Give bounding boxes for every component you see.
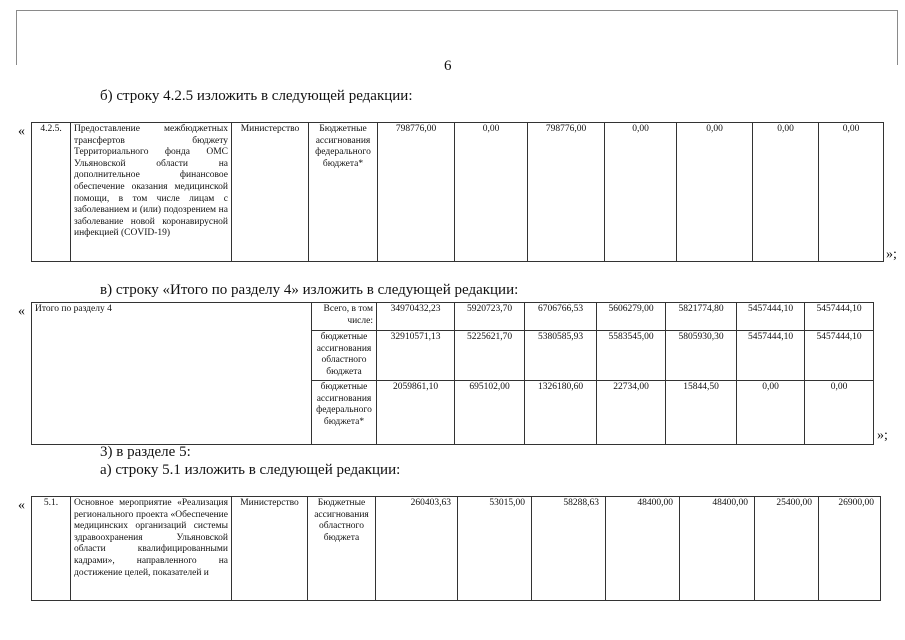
value-cell: 5920723,70 [455, 303, 525, 331]
quote-open: « [18, 498, 25, 513]
value-cell: 0,00 [455, 123, 528, 262]
quote-open: « [18, 124, 25, 139]
value-cell: 5457444,10 [805, 331, 874, 381]
row-label: бюджетные ассигнования федерального бюджета* [312, 381, 377, 445]
row-funding-source: Бюджетные ассигнования федерального бюджета* [309, 123, 378, 262]
value-cell: 53015,00 [458, 497, 532, 601]
value-cell: 22734,00 [597, 381, 666, 445]
value-cell: 5380585,93 [525, 331, 597, 381]
value-cell: 34970432,23 [377, 303, 455, 331]
value-cell: 32910571,13 [377, 331, 455, 381]
page-frame [16, 10, 898, 65]
value-cell: 2059861,10 [377, 381, 455, 445]
row-number: 5.1. [32, 497, 71, 601]
quote-open: « [18, 304, 25, 319]
value-cell: 1326180,60 [525, 381, 597, 445]
value-cell: 5225621,70 [455, 331, 525, 381]
row-4-2-5-table [31, 122, 884, 262]
row-description: Предоставление межбюджетных трансфертов бюджету Территориального фонда ОМС Ульяновской области на дополнительное финансовое обеспечение оказания медицинской помощи, в том числе лицам с заболеванием и (или) подозрением на заболевание новой коронавирусной инфекцией (COVID-19) [71, 123, 232, 262]
total-section-4-table [31, 302, 874, 445]
row-label: Всего, в том числе: [312, 303, 377, 331]
row-executor: Министерство [232, 123, 309, 262]
row-description: Основное мероприятие «Реализация регионального проекта «Обеспечение медицинских организаций системы здравоохранения Ульяновской области квалифицированными кадрами», направленного на достижение целей, показателей и [71, 497, 232, 601]
value-cell: 0,00 [819, 123, 884, 262]
quote-close: »; [877, 428, 888, 443]
value-cell: 5821774,80 [666, 303, 737, 331]
value-cell: 0,00 [677, 123, 753, 262]
total-title: Итого по разделу 4 [32, 303, 312, 445]
row-executor: Министерство [232, 497, 308, 601]
value-cell: 0,00 [805, 381, 874, 445]
value-cell: 260403,63 [376, 497, 458, 601]
value-cell: 5457444,10 [805, 303, 874, 331]
value-cell: 798776,00 [378, 123, 455, 262]
section-3-subheading: а) строку 5.1 изложить в следующей редакции: [100, 462, 401, 478]
row-funding-source: Бюджетные ассигнования областного бюджета [308, 497, 376, 601]
value-cell: 15844,50 [666, 381, 737, 445]
row-number: 4.2.5. [32, 123, 71, 262]
section-3-heading: 3) в разделе 5: [100, 444, 191, 460]
value-cell: 5457444,10 [737, 331, 805, 381]
value-cell: 58288,63 [532, 497, 606, 601]
section-b-heading: б) строку 4.2.5 изложить в следующей редакции: [100, 88, 413, 104]
value-cell: 5583545,00 [597, 331, 666, 381]
value-cell: 0,00 [737, 381, 805, 445]
value-cell: 5606279,00 [597, 303, 666, 331]
value-cell: 0,00 [605, 123, 677, 262]
row-label: бюджетные ассигнования областного бюджета [312, 331, 377, 381]
row-5-1-table [31, 496, 881, 601]
value-cell: 798776,00 [528, 123, 605, 262]
value-cell: 5457444,10 [737, 303, 805, 331]
value-cell: 695102,00 [455, 381, 525, 445]
quote-close: »; [886, 247, 897, 262]
value-cell: 0,00 [753, 123, 819, 262]
value-cell: 48400,00 [606, 497, 680, 601]
value-cell: 5805930,30 [666, 331, 737, 381]
section-v-heading: в) строку «Итого по разделу 4» изложить в следующей редакции: [100, 282, 519, 298]
value-cell: 6706766,53 [525, 303, 597, 331]
page-number: 6 [444, 58, 452, 74]
value-cell: 25400,00 [755, 497, 819, 601]
value-cell: 26900,00 [819, 497, 881, 601]
value-cell: 48400,00 [680, 497, 755, 601]
